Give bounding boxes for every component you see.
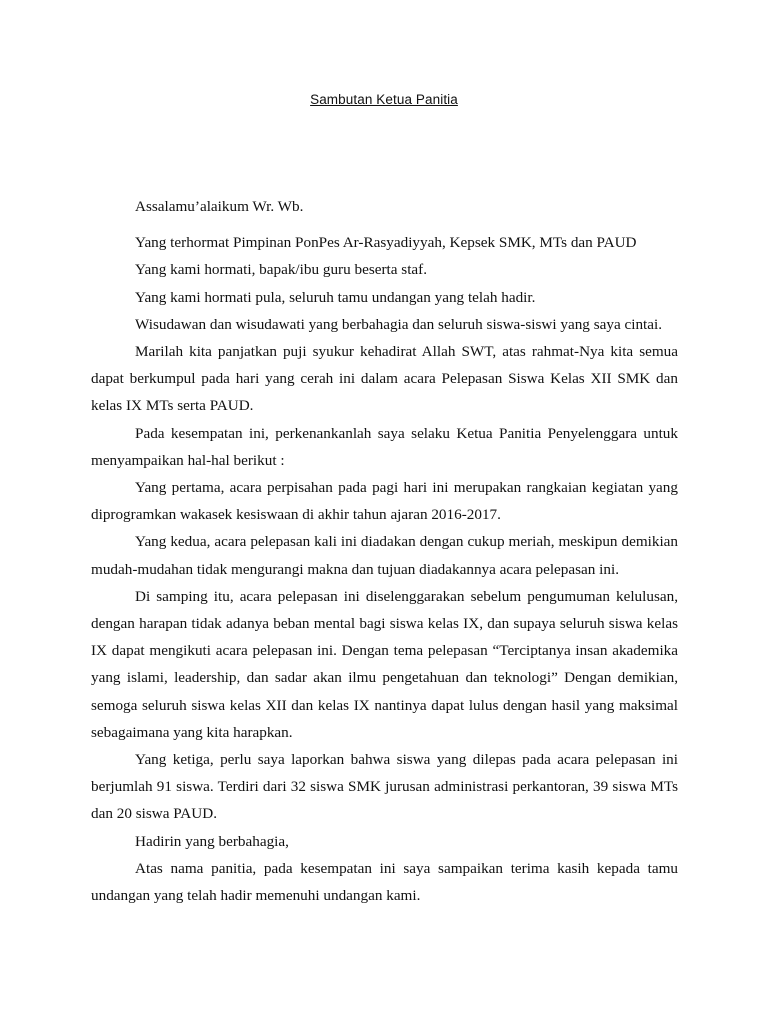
salutation-line: Yang kami hormati pula, seluruh tamu undangan yang telah hadir. [135, 288, 536, 306]
salutation-line: Wisudawan dan wisudawati yang berbahagia dan seluruh siswa-siswi yang saya cintai. [135, 315, 663, 333]
paragraph: Yang kedua, acara pelepasan kali ini diadakan dengan cukup meriah, meskipun demikian mudah-mudahan tidak mengurangi makna dan tujuan diadakannya acara pelepasan ini. [91, 533, 678, 578]
paragraph: Atas nama panitia, pada kesempatan ini saya sampaikan terima kasih kepada tamu undangan yang telah hadir memenuhi undangan kami. [91, 859, 678, 905]
paragraph: Marilah kita panjatkan puji syukur kehadirat Allah SWT, atas rahmat-Nya kita semua dapat berkumpul pada hari yang cerah ini dalam acara Pelepasan Siswa Kelas XII SMK dan kelas IX MTs serta PAUD. [91, 343, 678, 415]
document-body [91, 193, 678, 909]
salutation-line: Yang terhormat Pimpinan PonPes Ar-Rasyadiyyah, Kepsek SMK, MTs dan PAUD [135, 234, 637, 252]
paragraph: Hadirin yang berbahagia, [135, 832, 289, 850]
document-title: Sambutan Ketua Panitia [310, 92, 458, 107]
paragraph: Yang pertama, acara perpisahan pada pagi hari ini merupakan rangkaian kegiatan yang diprogramkan wakasek kesiswaan di akhir tahun ajaran 2016-2017. [91, 479, 678, 524]
greeting: Assalamu’alaikum Wr. Wb. [135, 198, 304, 215]
paragraph: Yang ketiga, perlu saya laporkan bahwa siswa yang dilepas pada acara pelepasan ini berjumlah 91 siswa. Terdiri dari 32 siswa SMK jurusan administrasi perkantoran, 39 siswa MTs dan 20 siswa PAUD. [91, 751, 678, 823]
salutation-line: Yang kami hormati, bapak/ibu guru beserta staf. [135, 261, 428, 279]
paragraph: Pada kesempatan ini, perkenankanlah saya selaku Ketua Panitia Penyelenggara untuk menyampaikan hal-hal berikut : [91, 424, 678, 469]
paragraph: Di samping itu, acara pelepasan ini diselenggarakan sebelum pengumuman kelulusan, dengan harapan tidak adanya beban mental bagi siswa kelas IX, dan supaya seluruh siswa kelas IX dapat mengikuti acara pelepasan ini. Dengan tema pelepasan “Terciptanya insan akademika yang islami, leadership, dan sadar akan ilmu pengetahuan dan teknologi” Dengan demikian, semoga seluruh siswa kelas XII dan kelas IX nantinya dapat lulus dengan hasil yang maksimal sebagaimana yang kita harapkan. [91, 587, 678, 741]
